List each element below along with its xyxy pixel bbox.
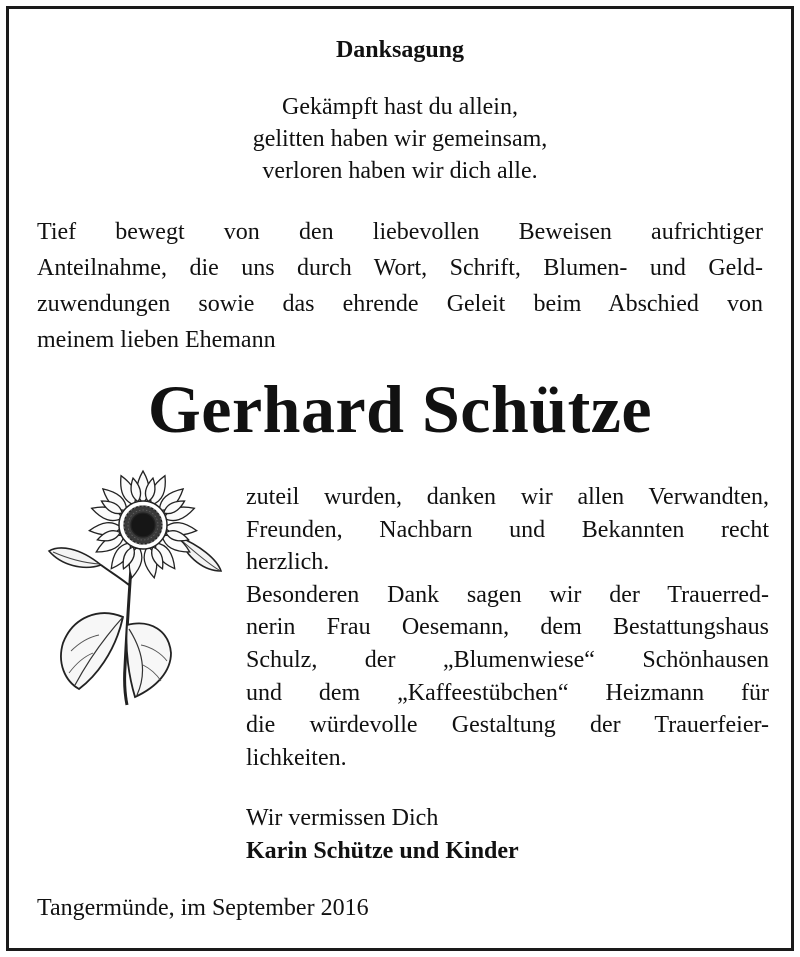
body-line: zuteil wurden, danken wir allen Verwandten, — [246, 484, 769, 510]
notice-heading: Danksagung — [335, 37, 465, 63]
body-line: und dem „Kaffeestübchen“ Heizmann für — [246, 679, 769, 706]
deceased-name: Gerhard Schütze — [147, 371, 653, 447]
sunflower-icon — [39, 467, 229, 712]
intro-line: Anteilnahme, die uns durch Wort, Schrift, Blumen- und Geld- — [37, 255, 763, 281]
signature: Karin Schütze und Kinder — [246, 838, 519, 864]
body-line: die würdevolle Gestaltung der Trauerfeier- — [246, 712, 769, 739]
poem-line: gelitten haben wir gemeinsam, — [252, 126, 548, 152]
intro-line: zuwendungen sowie das ehrende Geleit beim Abschied von — [37, 291, 763, 317]
poem-line: Gekämpft hast du allein, — [282, 94, 518, 120]
body-line: nerin Frau Oesemann, dem Bestattungshaus — [246, 614, 769, 641]
intro-line: Tief bewegt von den liebevollen Beweisen aufrichtiger — [37, 219, 763, 245]
obituary-notice — [6, 6, 794, 951]
body-line: Besonderen Dank sagen wir der Trauerred- — [246, 581, 769, 608]
body-line: herzlich. — [246, 549, 330, 576]
poem — [9, 91, 791, 187]
body-line: Schulz, der „Blumenwiese“ Schönhausen — [246, 646, 769, 673]
closing-line: Wir vermissen Dich — [246, 805, 439, 831]
thanks-paragraph — [246, 481, 769, 774]
intro-line: meinem lieben Ehemann — [37, 327, 276, 353]
poem-line: verloren haben wir dich alle. — [262, 158, 538, 184]
body-line: lichkeiten. — [246, 744, 347, 771]
body-line: Freunden, Nachbarn und Bekannten recht — [246, 516, 769, 543]
intro-paragraph — [37, 214, 763, 358]
place-date: Tangermünde, im September 2016 — [37, 895, 369, 921]
